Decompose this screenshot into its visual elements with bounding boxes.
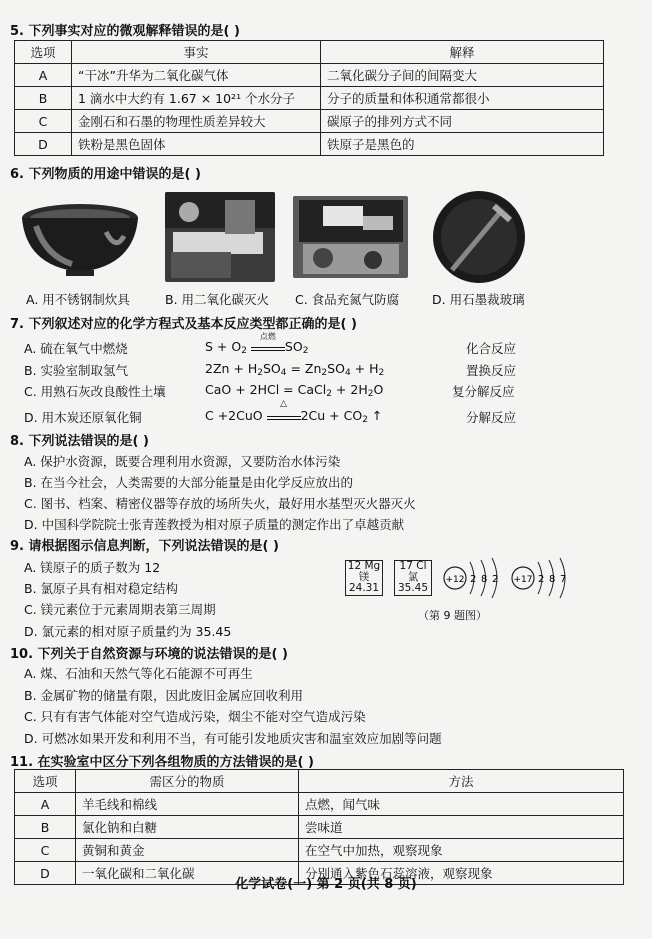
q7-type-d: 分解反应 xyxy=(466,410,517,425)
q7-type-a: 化合反应 xyxy=(466,341,517,356)
q9-stem: 9. 请根据图示信息判断，下列说法错误的是( ) xyxy=(10,539,279,554)
element-symbol: Cl xyxy=(416,560,427,572)
q7-stem: 7. 下列叙述对应的化学方程式及基本反应类型都正确的是( ) xyxy=(10,317,357,332)
q8-option-b: B. 在当今社会，人类需要的大部分能量是由化学反应放出的 xyxy=(24,475,354,490)
q7-equation-d: C +2CuO △ $2Cu + CO_2$ ↑ xyxy=(205,399,383,425)
page-footer: 化学试卷(一) 第 2 页(共 8 页) xyxy=(235,877,417,892)
element-name: 氯 xyxy=(407,571,419,583)
shell-electrons: 8 xyxy=(549,574,556,585)
table-cell: 二氧化碳分子间的间隔变大 xyxy=(321,64,604,87)
table-cell: 尝味道 xyxy=(299,816,624,839)
q10-option-a: A. 煤、石油和天然气等化石能源不可再生 xyxy=(24,666,253,681)
table-cell: 羊毛线和棉线 xyxy=(76,793,299,816)
table-cell: C xyxy=(15,110,72,133)
table-cell: A xyxy=(15,793,76,816)
table-header: 解释 xyxy=(321,41,604,64)
table-header: 选项 xyxy=(15,41,72,64)
q6-option-c: C. 食品充氮气防腐 xyxy=(295,292,400,307)
atomic-number: 12 xyxy=(347,560,362,572)
q9-option-b: B. 氯原子具有相对稳定结构 xyxy=(24,581,179,596)
q7-equation-c: CaO + 2HCl = CaCl$_2$ + $2H_2O$ xyxy=(205,382,384,399)
table-cell: 金刚石和石墨的物理性质差异较大 xyxy=(72,110,321,133)
table-cell: B xyxy=(15,816,76,839)
table-row xyxy=(15,110,604,133)
glass-cutter-image xyxy=(432,190,527,285)
reaction-condition: △ xyxy=(280,399,288,409)
table-cell: 铁粉是黑色固体 xyxy=(72,133,321,156)
q6-option-a: A. 用不锈钢制炊具 xyxy=(26,292,130,307)
q9-option-d: D. 氯元素的相对原子质量约为 35.45 xyxy=(24,624,232,639)
q7-option-b: B. 实验室制取氢气 xyxy=(24,363,129,378)
q5-stem: 5. 下列事实对应的微观解释错误的是( ) xyxy=(10,24,240,39)
table-header: 方法 xyxy=(299,770,624,793)
table-cell: 黄铜和黄金 xyxy=(76,839,299,862)
element-symbol: Mg xyxy=(364,560,381,572)
table-cell: 铁原子是黑色的 xyxy=(321,133,604,156)
shell-electrons: 2 xyxy=(470,574,477,585)
q7-option-c: C. 用熟石灰改良酸性土壤 xyxy=(24,384,166,399)
table-cell: A xyxy=(15,64,72,87)
q9-caption: （第 9 题图） xyxy=(418,609,487,622)
table-row xyxy=(15,839,624,862)
atomic-number: 17 xyxy=(399,560,413,572)
nucleus-charge: +17 xyxy=(513,575,533,585)
magnesium-atom-diagram xyxy=(440,556,510,600)
q9-option-c: C. 镁元素位于元素周期表第三周期 xyxy=(24,602,216,617)
table-cell: 碳原子的排列方式不同 xyxy=(321,110,604,133)
q6-stem: 6. 下列物质的用途中错误的是( ) xyxy=(10,167,201,182)
q10-option-c: C. 只有有害气体能对空气造成污染，烟尘不能对空气造成污染 xyxy=(24,709,366,724)
table-header-row xyxy=(15,770,624,793)
table-cell: 1 滴水中大约有 1.67 × 10²¹ 个水分子 xyxy=(72,87,321,110)
table-header: 需区分的物质 xyxy=(76,770,299,793)
q5-table xyxy=(14,40,604,156)
q9-option-a: A. 镁原子的质子数为 12 xyxy=(24,560,161,575)
table-row xyxy=(15,816,624,839)
table-cell: “干冰”升华为二氧化碳气体 xyxy=(72,64,321,87)
atomic-mass: 24.31 xyxy=(348,582,380,594)
table-row xyxy=(15,133,604,156)
element-name: 镁 xyxy=(358,571,370,583)
q8-option-c: C. 图书、档案、精密仪器等存放的场所失火，最好用水基型灭火器灭火 xyxy=(24,496,416,511)
q10-stem: 10. 下列关于自然资源与环境的说法错误的是( ) xyxy=(10,647,288,662)
shell-electrons: 2 xyxy=(492,574,499,585)
shell-electrons: 7 xyxy=(560,574,567,585)
q7-equation-b: $2Zn + H_2SO_4 = Zn_2SO_4 + H_2$ xyxy=(205,361,385,378)
table-cell: B xyxy=(15,87,72,110)
nucleus-charge: +12 xyxy=(445,575,465,585)
table-cell: 氯化钠和白糖 xyxy=(76,816,299,839)
table-cell: D xyxy=(15,133,72,156)
pot-image xyxy=(16,196,144,280)
chlorine-atom-diagram xyxy=(508,556,580,600)
magnesium-cell xyxy=(345,560,383,596)
q7-option-a: A. 硫在氧气中燃烧 xyxy=(24,341,128,356)
q7-option-d: D. 用木炭还原氧化铜 xyxy=(24,410,142,425)
table-header-row xyxy=(15,41,604,64)
q8-option-a: A. 保护水资源，既要合理利用水资源，又要防治水体污染 xyxy=(24,454,341,469)
shell-electrons: 8 xyxy=(481,574,488,585)
reaction-condition: 点燃 xyxy=(259,332,276,341)
q7-type-b: 置换反应 xyxy=(466,363,517,378)
q8-option-d: D. 中国科学院院士张青莲教授为相对原子质量的测定作出了卓越贡献 xyxy=(24,517,405,532)
table-row xyxy=(15,793,624,816)
q7-type-c: 复分解反应 xyxy=(452,384,515,399)
shell-electrons: 2 xyxy=(538,574,545,585)
q8-stem: 8. 下列说法错误的是( ) xyxy=(10,434,149,449)
fire-extinguishing-image xyxy=(165,192,275,282)
table-header: 事实 xyxy=(72,41,321,64)
q10-option-b: B. 金属矿物的储量有限，因此废旧金属应回收利用 xyxy=(24,688,304,703)
table-cell: 一氧化碳和二氧化碳 xyxy=(76,862,299,885)
chlorine-cell xyxy=(394,560,432,596)
table-row xyxy=(15,64,604,87)
q6-option-b: B. 用二氧化碳灭火 xyxy=(165,292,270,307)
table-cell: D xyxy=(15,862,76,885)
atomic-mass: 35.45 xyxy=(397,582,429,594)
table-header: 选项 xyxy=(15,770,76,793)
q10-option-d: D. 可燃冰如果开发和利用不当，有可能引发地质灾害和温室效应加剧等问题 xyxy=(24,731,442,746)
table-cell: 分子的质量和体积通常都很小 xyxy=(321,87,604,110)
food-nitrogen-image xyxy=(293,196,408,278)
table-cell: 在空气中加热，观察现象 xyxy=(299,839,624,862)
q11-table xyxy=(14,769,624,885)
q7-equation-a: $S + O_2$ 点燃 $SO_2$ xyxy=(205,332,309,356)
q6-option-d: D. 用石墨裁玻璃 xyxy=(432,292,525,307)
table-row xyxy=(15,87,604,110)
table-cell: 点燃，闻气味 xyxy=(299,793,624,816)
q11-stem: 11. 在实验室中区分下列各组物质的方法错误的是( ) xyxy=(10,755,314,770)
table-cell: 分别通入紫色石蕊溶液，观察现象 xyxy=(299,862,624,885)
table-cell: C xyxy=(15,839,76,862)
